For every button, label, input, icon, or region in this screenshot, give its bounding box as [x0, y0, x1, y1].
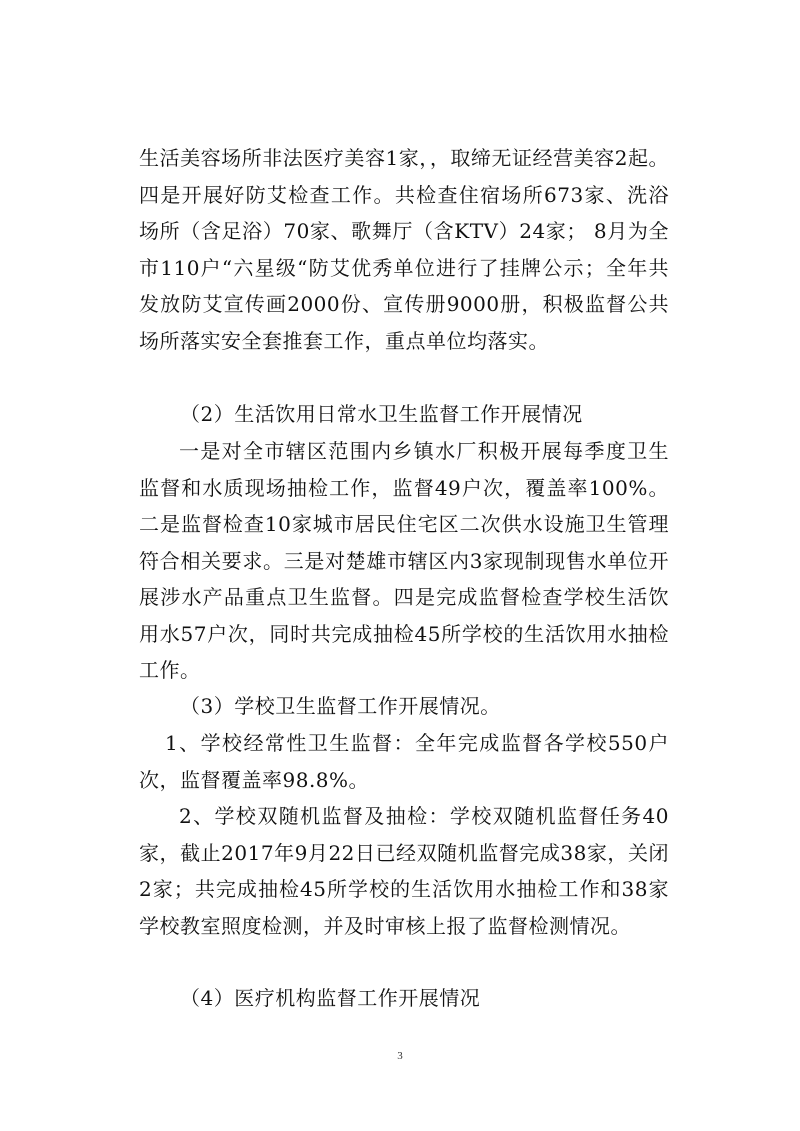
paragraph-drinking-water: 一是对全市辖区范围内乡镇水厂积极开展每季度卫生监督和水质现场抽检工作，监督49户次，覆盖率100%。二是监督检查10家城市居民住宅区二次供水设施卫生管理符合相关要求。三是对楚雄市辖区内3家现制现售水单位开展涉水产品重点卫生监督。四是完成监督检查学校生活饮用水57户次，同时共完成抽检45所学校的生活饮用水抽检工作。 [139, 439, 669, 682]
paragraph-school-random-inspection: 2、学校双随机监督及抽检：学校双随机监督任务40家，截止2017年9月22日已经双随机监督完成38家，关闭2家；共完成抽检45所学校的生活饮用水抽检工作和38家学校教室照度检测，并及时审核上报了监督检测情况。 [139, 804, 669, 938]
section-heading-drinking-water: （2）生活饮用日常水卫生监督工作开展情况 [180, 402, 583, 426]
section-heading-school-health: （3）学校卫生监督工作开展情况。 [180, 694, 501, 718]
section-heading-medical-institutions: （4）医疗机构监督工作开展情况 [180, 986, 481, 1010]
page-number: 3 [397, 1050, 403, 1062]
paragraph-public-places: 生活美容场所非法医疗美容1家，，取缔无证经营美容2起。四是开展好防艾检查工作。共检查住宿场所673家、洗浴场所（含足浴）70家、歌舞厅（含KTV）24家； 8月为全市110户“六星级“防艾优秀单位进行了挂牌公示；全年共发放防艾宣传画2000份、宣传册9000册，积极监督公共场所落实安全套推套工作，重点单位均落实。 [139, 146, 669, 353]
paragraph-school-routine-supervision: 1、学校经常性卫生监督：全年完成监督各学校550户次，监督覆盖率98.8%。 [139, 731, 669, 792]
